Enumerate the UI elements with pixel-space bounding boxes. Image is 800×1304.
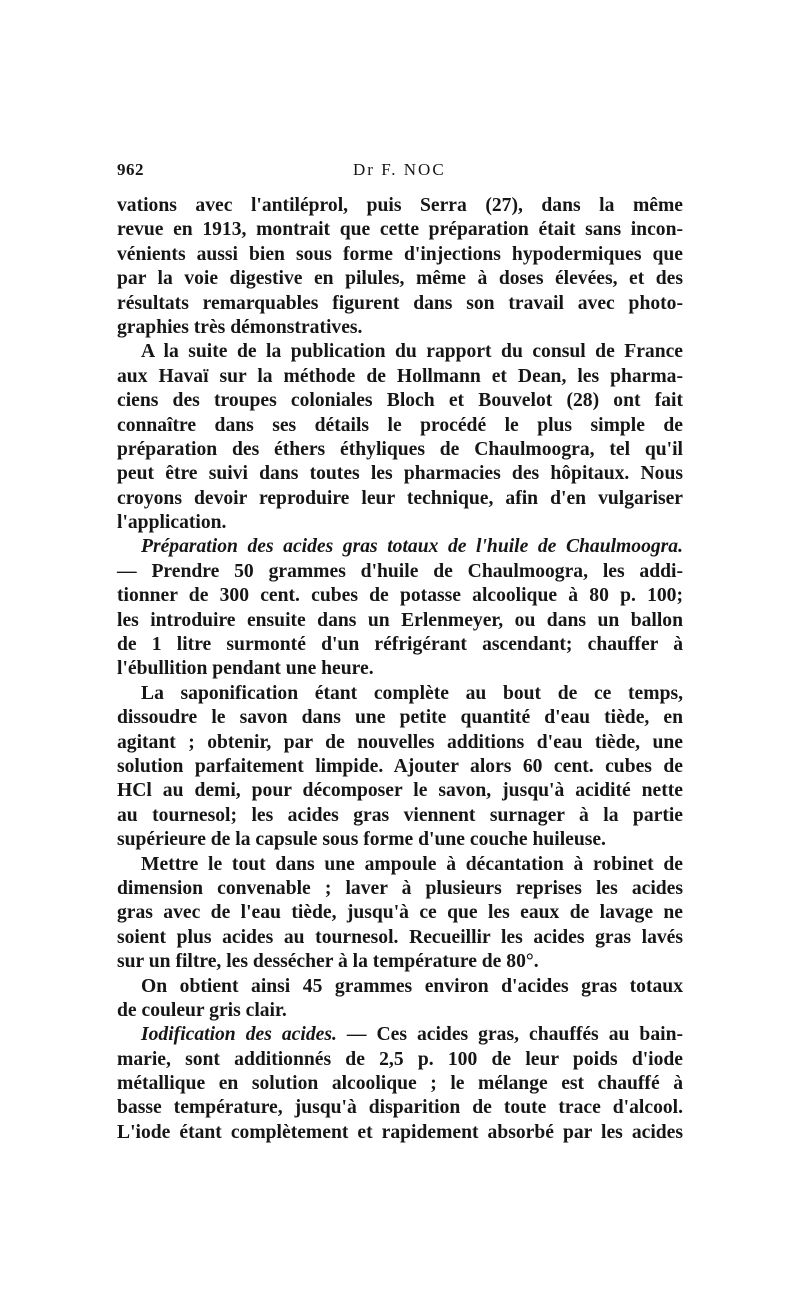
text-line: tionner de 300 cent. cubes de potasse alcoolique à 80 p. 100; xyxy=(117,585,683,607)
section-heading: Préparation des acides gras totaux de l'huile de Chaulmoogra. xyxy=(141,536,683,558)
text-line: Mettre le tout dans une ampoule à décantation à robinet de xyxy=(141,853,683,875)
text-line xyxy=(117,1023,683,1047)
text-line: de 1 litre surmonté d'un réfrigérant ascendant; chauffer à xyxy=(117,634,683,656)
page-header xyxy=(117,160,683,186)
text-line: revue en 1913, montrait que cette préparation était sans incon- xyxy=(117,219,683,241)
text-line: aux Havaï sur la méthode de Hollmann et Dean, les pharma- xyxy=(117,365,683,387)
page-number: 962 xyxy=(117,160,144,179)
text-line: — Prendre 50 grammes d'huile de Chaulmoogra, les addi- xyxy=(117,560,683,582)
text-line: l'ébullition pendant une heure. xyxy=(117,658,374,680)
text-line: sur un filtre, les dessécher à la température de 80°. xyxy=(117,951,539,973)
text-line: solution parfaitement limpide. Ajouter alors 60 cent. cubes de xyxy=(117,755,683,777)
text-line: basse température, jusqu'à disparition de toute trace d'alcool. xyxy=(117,1097,683,1119)
text-span: — Ces acides gras, chauffés au bain- xyxy=(346,1024,683,1046)
text-line: soient plus acides au tournesol. Recueillir les acides gras lavés xyxy=(117,926,683,948)
text-line: par la voie digestive en pilules, même à doses élevées, et des xyxy=(117,268,683,290)
text-line: graphies très démonstratives. xyxy=(117,316,363,338)
text-line: gras avec de l'eau tiède, jusqu'à ce que les eaux de lavage ne xyxy=(117,902,683,924)
text-line: préparation des éthers éthyliques de Chaulmoogra, tel qu'il xyxy=(117,438,683,460)
text-line: supérieure de la capsule sous forme d'une couche huileuse. xyxy=(117,829,606,851)
text-line: connaître dans ses détails le procédé le plus simple de xyxy=(117,414,683,436)
text-line: HCl au demi, pour décomposer le savon, jusqu'à acidité nette xyxy=(117,780,683,802)
text-line: dissoudre le savon dans une petite quantité d'eau tiède, en xyxy=(117,707,683,729)
text-line: ciens des troupes coloniales Bloch et Bouvelot (28) ont fait xyxy=(117,390,683,412)
text-line: dimension convenable ; laver à plusieurs reprises les acides xyxy=(117,877,683,899)
text-line: L'iode étant complètement et rapidement absorbé par les acides xyxy=(117,1121,683,1143)
text-line: On obtient ainsi 45 grammes environ d'acides gras totaux xyxy=(141,975,683,997)
text-line: A la suite de la publication du rapport du consul de France xyxy=(141,341,683,363)
text-line: métallique en solution alcoolique ; le mélange est chauffé à xyxy=(117,1073,683,1095)
section-heading: Iodification des acides. xyxy=(141,1024,337,1046)
text-line: vénients aussi bien sous forme d'injections hypodermiques que xyxy=(117,243,683,265)
text-line: marie, sont additionnés de 2,5 p. 100 de leur poids d'iode xyxy=(117,1048,683,1070)
text-line: peut être suivi dans toutes les pharmacies des hôpitaux. Nous xyxy=(117,463,683,485)
text-line: vations avec l'antiléprol, puis Serra (27), dans la même xyxy=(117,195,683,216)
text-line: l'application. xyxy=(117,512,227,534)
text-line: croyons devoir reproduire leur technique, afin d'en vulgariser xyxy=(117,487,683,509)
text-line: La saponification étant complète au bout de ce temps, xyxy=(141,682,683,704)
body-text xyxy=(117,194,683,1145)
text-line: de couleur gris clair. xyxy=(117,999,287,1021)
text-line: agitant ; obtenir, par de nouvelles additions d'eau tiède, une xyxy=(117,731,683,753)
text-line: au tournesol; les acides gras viennent surnager à la partie xyxy=(117,804,683,826)
text-line: résultats remarquables figurent dans son travail avec photo- xyxy=(117,292,683,314)
text-line: les introduire ensuite dans un Erlenmeyer, ou dans un ballon xyxy=(117,609,683,631)
running-head: Dr F. NOC xyxy=(353,160,446,179)
